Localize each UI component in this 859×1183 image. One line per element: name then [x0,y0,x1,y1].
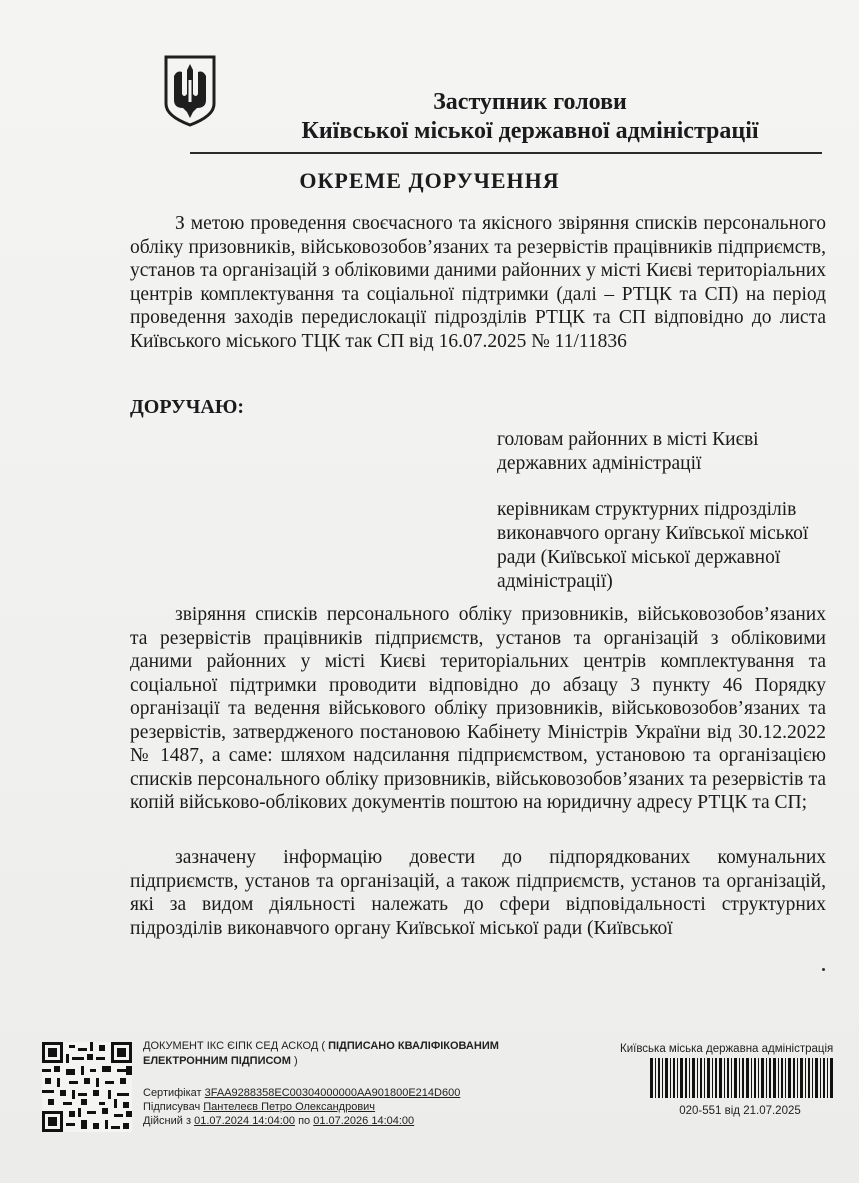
addressee-text: головам районних в місті Києві державних адміністрації [497,429,759,474]
page-mark [822,968,825,971]
trident-coat-of-arms-icon [163,54,217,128]
body-paragraph-2 [130,846,826,940]
header-organization-title: Київської міської державної адміністрації [301,118,759,144]
signer-row: Підписувач Пантелеєв Петро Олександрович [143,1101,376,1113]
registration-organization: Київська міська державна адміністрація [620,1043,834,1055]
signature-certificate-details [143,1086,460,1128]
qr-code-icon [42,1042,132,1132]
body-text: зазначену інформацію довести до підпорядкованих комунальних підприємств, установ та організацій, а також підприємств, установ та організацій, які за видом діяльності належать до сфери відповідальності структурних підрозділів виконавчого органу Київської міської ради (Київської [130,847,826,939]
addressee-block-1 [497,428,827,476]
body-text: звіряння списків персонального обліку призовників, військовозобов’язаних та резервістів працівників підприємств, установ та організацій з обліковими даними районних у місті Києві територіальних центрів комплектування та соціальної підтримки проводити відповідно до абзацу 3 пункту 46 Порядку організації та ведення військового обліку призовників, військовозобов’язаних та резервістів, затвердженого постановою Кабінету Міністрів України від 30.12.2022 № 1487, а саме: шляхом надсилання підприємством, установою та організацією списків персонального обліку призовників, військовозобов’язаних та резервістів та копій військово-облікових документів поштою на юридичну адресу РТЦК та СП; [130,604,826,813]
addressee-text: керівникам структурних підрозділів виконавчого органу Київської міської ради (Київської міської державної адміністрації) [497,499,809,592]
addressee-block-2 [497,498,827,594]
instruct-label: ДОРУЧАЮ: [130,396,245,418]
document-title: ОКРЕМЕ ДОРУЧЕННЯ [299,168,560,193]
body-paragraph-1 [130,603,826,815]
header-divider [190,152,822,154]
validity-row: Дійсний з 01.07.2024 14:04:00 по 01.07.2026 14:04:00 [143,1115,415,1127]
intro-text: З метою проведення своєчасного та якісного звіряння списків персонального обліку призовників, військовозобов’язаних та резервістів працівників підприємств, установ та організацій з обліковими даними районних у місті Києві територіальних центрів комплектування та соціальної підтримки (далі – РТЦК та СП) на період проведення заходів передислокації підрозділів РТЦК та СП відповідно до листа Київського міського ТЦК так СП від 16.07.2025 № 11/11836 [130,213,826,352]
barcode-icon [650,1058,836,1098]
certificate-row: Сертифікат 3FAA9288358EC00304000000AA901800E214D600 [143,1087,461,1099]
registration-number: 020-551 від 21.07.2025 [679,1105,801,1117]
intro-paragraph [130,212,826,353]
header-position-title: Заступник голови [433,89,627,115]
signature-stamp-header: ДОКУМЕНТ ІКС ЄІПК СЕД АСКОД ( ПІДПИСАНО КВАЛІФІКОВАНИМ ЕЛЕКТРОННИМ ПІДПИСОМ ) [143,1040,499,1067]
